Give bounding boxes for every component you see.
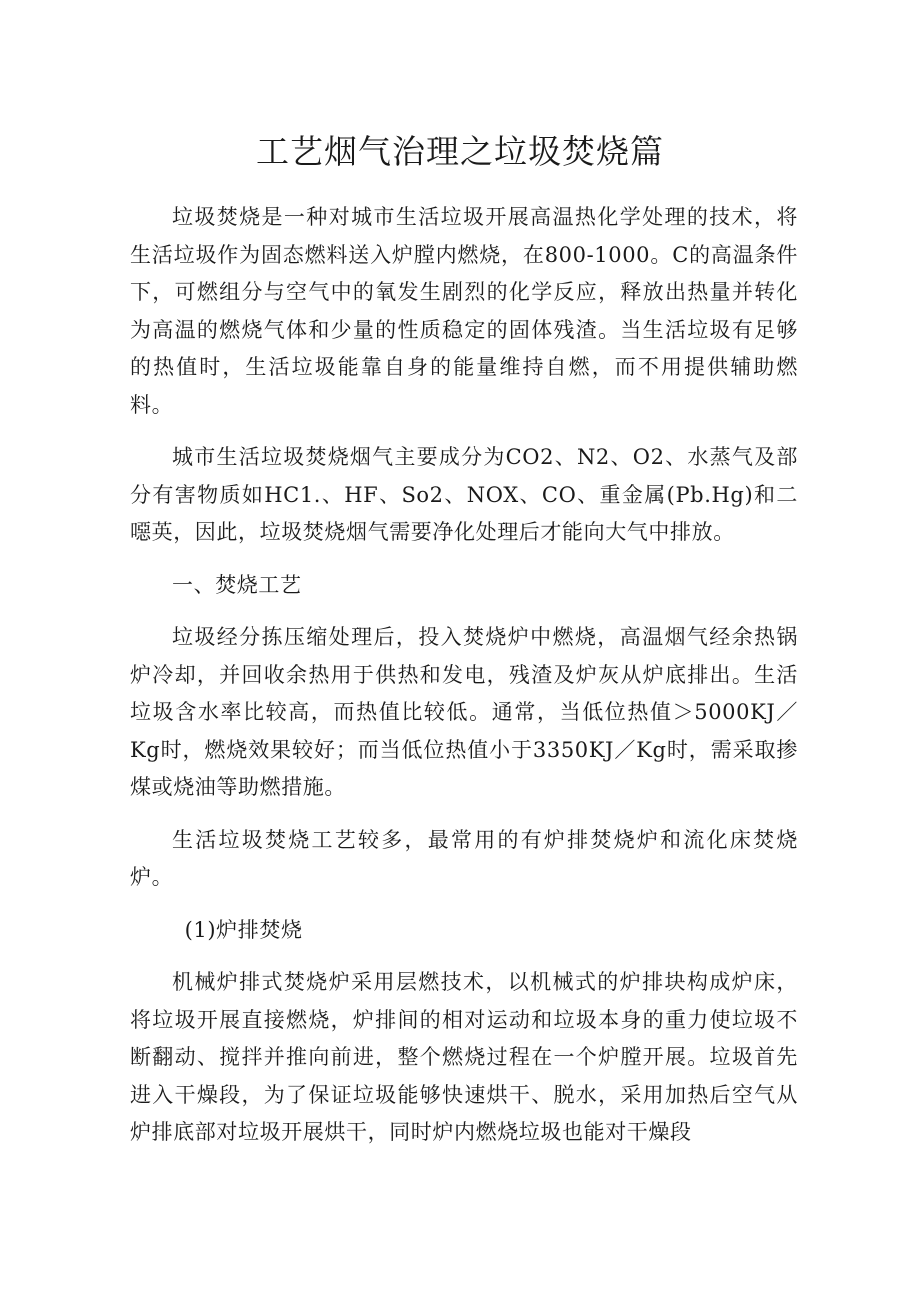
paragraph-grate-furnace: 机械炉排式焚烧炉采用层燃技术，以机械式的炉排块构成炉床，将垃圾开展直接燃烧，炉排间的相对运动和垃圾本身的重力使垃圾不断翻动、搅拌并推向前进，整个燃烧过程在一个炉膛开展。垃圾首先进入干燥段，为了保证垃圾能够快速烘干、脱水，采用加热后空气从炉排底部对垃圾开展烘干，同时炉内燃烧垃圾也能对干燥段 bbox=[130, 970, 798, 1144]
document-body bbox=[130, 199, 798, 1167]
paragraph-furnace-types: 生活垃圾焚烧工艺较多，最常用的有炉排焚烧炉和流化床焚烧炉。 bbox=[130, 827, 798, 889]
document-title: 工艺烟气治理之垃圾焚烧篇 bbox=[256, 132, 664, 171]
subsection-heading-grate-incineration: (1)炉排焚烧 bbox=[184, 917, 303, 942]
section-heading-incineration-process: 一、焚烧工艺 bbox=[172, 572, 302, 597]
paragraph-incineration-intro: 垃圾焚烧是一种对城市生活垃圾开展高温热化学处理的技术，将生活垃圾作为固态燃料送入炉膛内燃烧，在800-1000。C的高温条件下，可燃组分与空气中的氧发生剧烈的化学反应，释放出热量并转化为高温的燃烧气体和少量的性质稳定的固体残渣。当生活垃圾有足够的热值时，生活垃圾能靠自身的能量维持自燃，而不用提供辅助燃料。 bbox=[130, 205, 798, 417]
paragraph-process-description: 垃圾经分拣压缩处理后，投入焚烧炉中燃烧，高温烟气经余热锅炉冷却，并回收余热用于供热和发电，残渣及炉灰从炉底排出。生活垃圾含水率比较高，而热值比较低。通常，当低位热值＞5000KJ／Kg时，燃烧效果较好；而当低位热值小于3350KJ／Kg时，需采取掺煤或烧油等助燃措施。 bbox=[130, 625, 798, 799]
paragraph-flue-gas-composition: 城市生活垃圾焚烧烟气主要成分为CO2、N2、O2、水蒸气及部分有害物质如HC1.、HF、So2、NOX、CO、重金属(Pb.Hg)和二噁英，因此，垃圾焚烧烟气需要净化处理后才能向大气中排放。 bbox=[130, 445, 798, 544]
